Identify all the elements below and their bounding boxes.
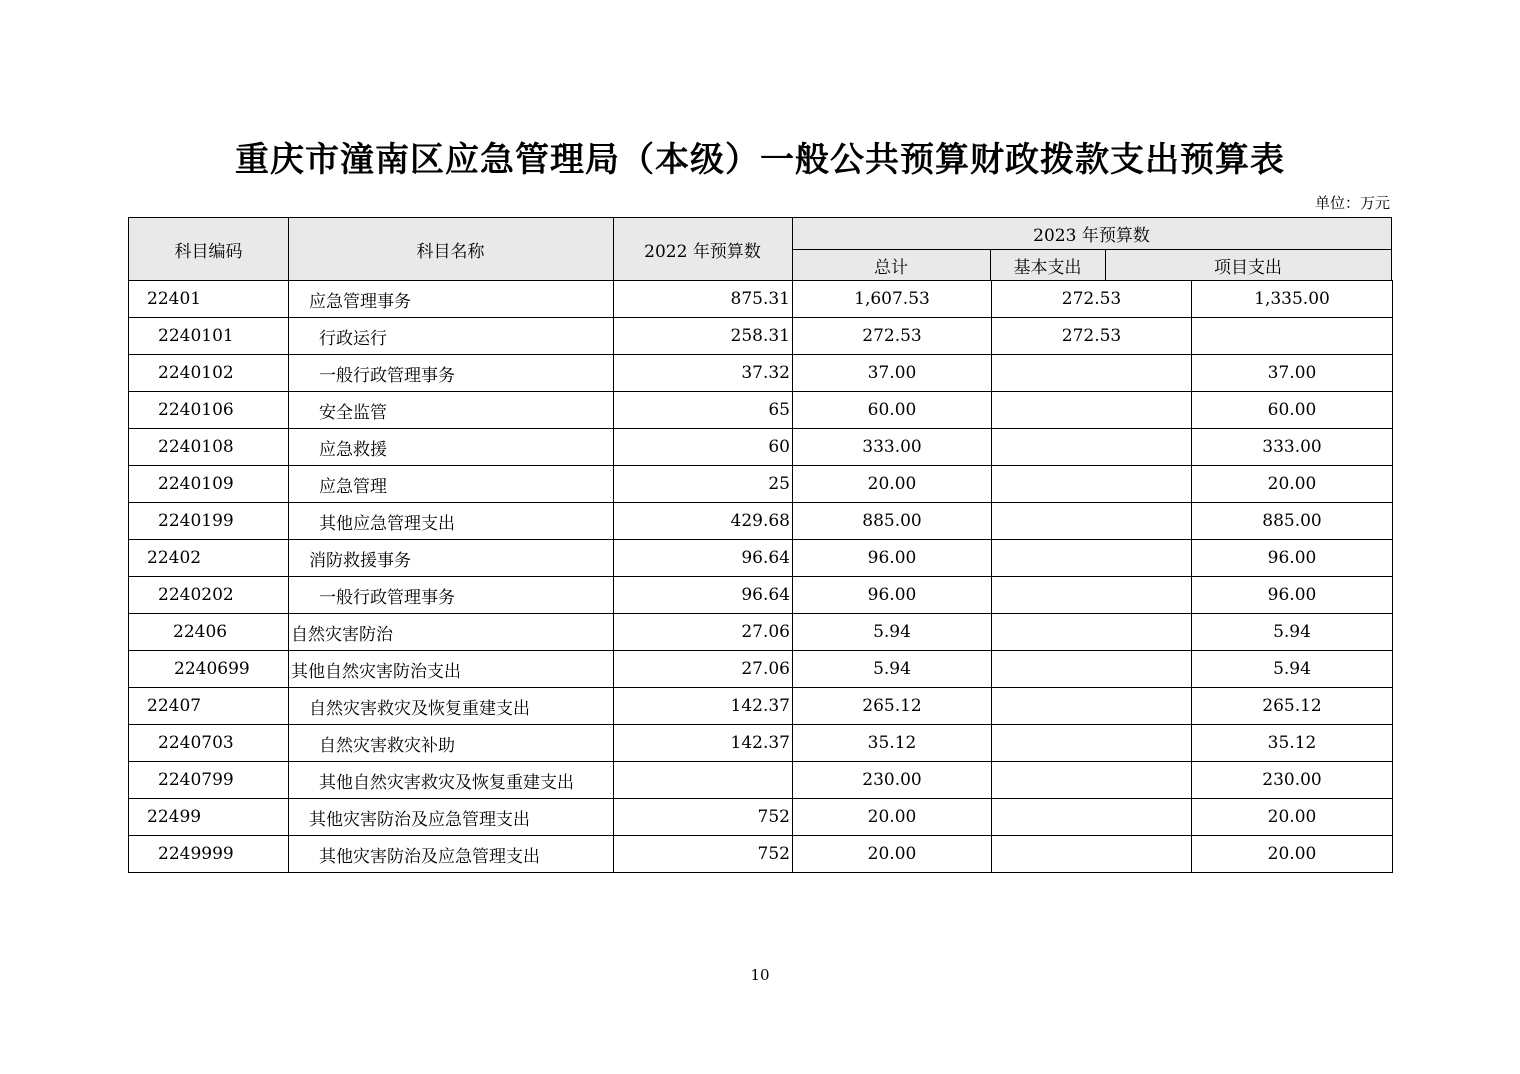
row-budget-2022: 65	[614, 392, 793, 429]
row-name: 其他应急管理支出	[289, 503, 614, 540]
row-project: 96.00	[1192, 540, 1393, 577]
row-code: 2240102	[129, 355, 289, 392]
table-row	[129, 318, 1393, 355]
row-total: 1,607.53	[793, 281, 992, 318]
header-project: 项目支出	[1214, 257, 1282, 278]
row-project: 20.00	[1192, 836, 1393, 873]
row-code: 2240108	[129, 429, 289, 466]
row-code: 22499	[129, 799, 289, 836]
row-name: 其他灾害防治及应急管理支出	[289, 799, 614, 836]
header-basic: 基本支出	[1013, 257, 1082, 278]
header-code: 科目编码	[174, 242, 243, 262]
table-row	[129, 540, 1393, 577]
row-basic	[992, 466, 1192, 503]
page-number: 10	[750, 966, 770, 984]
row-project: 20.00	[1192, 466, 1393, 503]
row-code: 22406	[129, 614, 289, 651]
row-project: 265.12	[1192, 688, 1393, 725]
row-name: 自然灾害救灾及恢复重建支出	[289, 688, 614, 725]
row-total: 265.12	[793, 688, 992, 725]
row-project: 230.00	[1192, 762, 1393, 799]
table-row	[129, 392, 1393, 429]
table-row	[129, 281, 1393, 318]
row-basic	[992, 429, 1192, 466]
row-name: 其他自然灾害防治支出	[289, 651, 614, 688]
row-name: 自然灾害救灾补助	[289, 725, 614, 762]
table-row	[129, 429, 1393, 466]
row-budget-2022: 96.64	[614, 577, 793, 614]
row-name: 一般行政管理事务	[289, 355, 614, 392]
row-code: 2240699	[129, 651, 289, 688]
row-budget-2022: 142.37	[614, 725, 793, 762]
row-total: 20.00	[793, 799, 992, 836]
row-budget-2022	[614, 762, 793, 799]
table-row	[129, 577, 1393, 614]
row-project: 333.00	[1192, 429, 1393, 466]
row-total: 272.53	[793, 318, 992, 355]
row-total: 20.00	[793, 466, 992, 503]
table-row	[129, 503, 1393, 540]
row-project: 5.94	[1192, 614, 1393, 651]
row-basic	[992, 614, 1192, 651]
row-project	[1192, 318, 1393, 355]
row-budget-2022: 96.64	[614, 540, 793, 577]
row-code: 22401	[129, 281, 289, 318]
table-row	[129, 762, 1393, 799]
row-budget-2022: 258.31	[614, 318, 793, 355]
row-budget-2022: 752	[614, 836, 793, 873]
row-budget-2022: 27.06	[614, 614, 793, 651]
table-row	[129, 466, 1393, 503]
row-total: 60.00	[793, 392, 992, 429]
row-basic	[992, 577, 1192, 614]
header-name: 科目名称	[416, 242, 485, 262]
row-budget-2022: 142.37	[614, 688, 793, 725]
row-code: 22402	[129, 540, 289, 577]
row-basic	[992, 688, 1192, 725]
row-total: 333.00	[793, 429, 992, 466]
row-basic: 272.53	[992, 318, 1192, 355]
row-basic	[992, 762, 1192, 799]
header-budget-2022: 2022 年预算数	[644, 242, 761, 262]
row-basic	[992, 836, 1192, 873]
budget-rows	[128, 280, 1393, 873]
row-basic	[992, 725, 1192, 762]
row-budget-2022: 27.06	[614, 651, 793, 688]
row-budget-2022: 37.32	[614, 355, 793, 392]
table-row	[129, 799, 1393, 836]
row-code: 2240109	[129, 466, 289, 503]
row-basic	[992, 799, 1192, 836]
row-code: 2240101	[129, 318, 289, 355]
row-basic	[992, 651, 1192, 688]
row-budget-2022: 25	[614, 466, 793, 503]
row-project: 20.00	[1192, 799, 1393, 836]
table-row	[129, 688, 1393, 725]
row-name: 消防救援事务	[289, 540, 614, 577]
table-row	[129, 651, 1393, 688]
row-name: 其他灾害防治及应急管理支出	[289, 836, 614, 873]
row-budget-2022: 752	[614, 799, 793, 836]
table-header	[128, 217, 1392, 280]
header-budget-2023: 2023 年预算数	[1033, 226, 1150, 246]
row-total: 230.00	[793, 762, 992, 799]
table-row	[129, 355, 1393, 392]
row-code: 2240199	[129, 503, 289, 540]
table-row	[129, 614, 1393, 651]
row-project: 1,335.00	[1192, 281, 1393, 318]
row-basic	[992, 503, 1192, 540]
row-budget-2022: 875.31	[614, 281, 793, 318]
table-row	[129, 725, 1393, 762]
row-project: 60.00	[1192, 392, 1393, 429]
table-row	[129, 836, 1393, 873]
row-project: 5.94	[1192, 651, 1393, 688]
row-basic	[992, 355, 1192, 392]
row-total: 5.94	[793, 614, 992, 651]
row-basic	[992, 392, 1192, 429]
row-total: 885.00	[793, 503, 992, 540]
row-code: 2240106	[129, 392, 289, 429]
row-name: 应急救援	[289, 429, 614, 466]
row-name: 应急管理事务	[289, 281, 614, 318]
row-code: 2249999	[129, 836, 289, 873]
row-basic	[992, 540, 1192, 577]
header-total: 总计	[874, 257, 908, 278]
row-name: 一般行政管理事务	[289, 577, 614, 614]
row-code: 2240703	[129, 725, 289, 762]
unit-label: 单位：万元	[1314, 194, 1390, 212]
row-project: 885.00	[1192, 503, 1393, 540]
row-name: 其他自然灾害救灾及恢复重建支出	[289, 762, 614, 799]
row-code: 2240202	[129, 577, 289, 614]
row-basic: 272.53	[992, 281, 1192, 318]
row-name: 应急管理	[289, 466, 614, 503]
row-project: 35.12	[1192, 725, 1393, 762]
budget-table	[128, 217, 1392, 873]
row-total: 96.00	[793, 577, 992, 614]
row-total: 20.00	[793, 836, 992, 873]
row-code: 22407	[129, 688, 289, 725]
row-total: 96.00	[793, 540, 992, 577]
row-name: 安全监管	[289, 392, 614, 429]
row-project: 96.00	[1192, 577, 1393, 614]
row-name: 自然灾害防治	[289, 614, 614, 651]
row-budget-2022: 429.68	[614, 503, 793, 540]
row-total: 35.12	[793, 725, 992, 762]
row-code: 2240799	[129, 762, 289, 799]
row-total: 5.94	[793, 651, 992, 688]
row-name: 行政运行	[289, 318, 614, 355]
row-total: 37.00	[793, 355, 992, 392]
row-budget-2022: 60	[614, 429, 793, 466]
document-title: 重庆市潼南区应急管理局（本级）一般公共预算财政拨款支出预算表	[235, 140, 1285, 180]
row-project: 37.00	[1192, 355, 1393, 392]
